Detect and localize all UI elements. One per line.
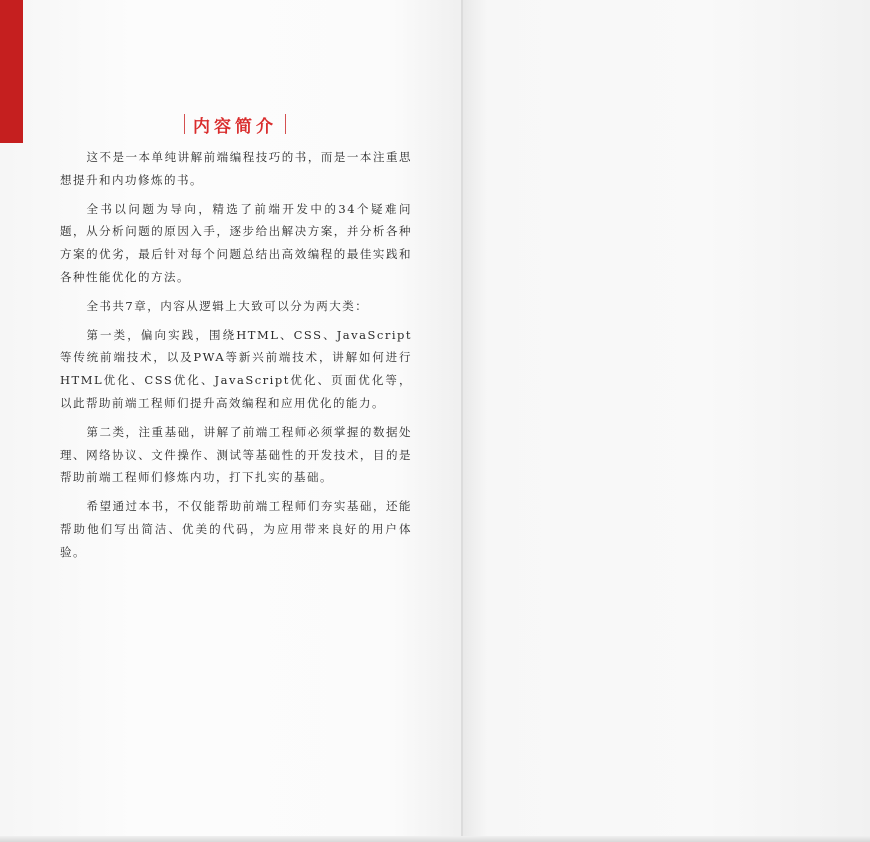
- page-bottom-edge: [0, 836, 870, 842]
- heading-right-rule: [285, 114, 286, 134]
- paragraph-intro: 这不是一本单纯讲解前端编程技巧的书，而是一本注重思想提升和内功修炼的书。: [60, 150, 412, 187]
- paragraph-overview: 全书以问题为导向，精选了前端开发中的34个疑难问题，从分析问题的原因入手，逐步给出解决方案，并分析各种方案的优劣，最后针对每个问题总结出高效编程的最佳实践和各种性能优化的方法。: [60, 201, 412, 284]
- red-accent-bar: [0, 0, 23, 143]
- paragraph-category-two: 第二类，注重基础，讲解了前端工程师必须掌握的数据处理、网络协议、文件操作、测试等基础性的开发技术，目的是帮助前端工程师们修炼内功，打下扎实的基础。: [60, 424, 412, 485]
- heading-left-rule: [184, 114, 185, 134]
- heading-title: 内容简介: [193, 116, 277, 137]
- summary-body: [60, 146, 412, 570]
- paragraph-category-one: 第一类，偏向实践，围绕HTML、CSS、JavaScript等传统前端技术，以及PWA等新兴前端技术，讲解如何进行HTML优化、CSS优化、JavaScript优化、页面优化等，以此帮助前端工程师们提升高效编程和应用优化的能力。: [60, 327, 412, 410]
- paragraph-structure: 全书共7章，内容从逻辑上大致可以分为两大类：: [86, 298, 369, 313]
- paragraph-closing: 希望通过本书，不仅能帮助前端工程师们夯实基础，还能帮助他们写出简洁、优美的代码，为应用带来良好的用户体验。: [60, 499, 412, 559]
- right-page-blank: [463, 0, 870, 842]
- section-heading: [160, 111, 310, 137]
